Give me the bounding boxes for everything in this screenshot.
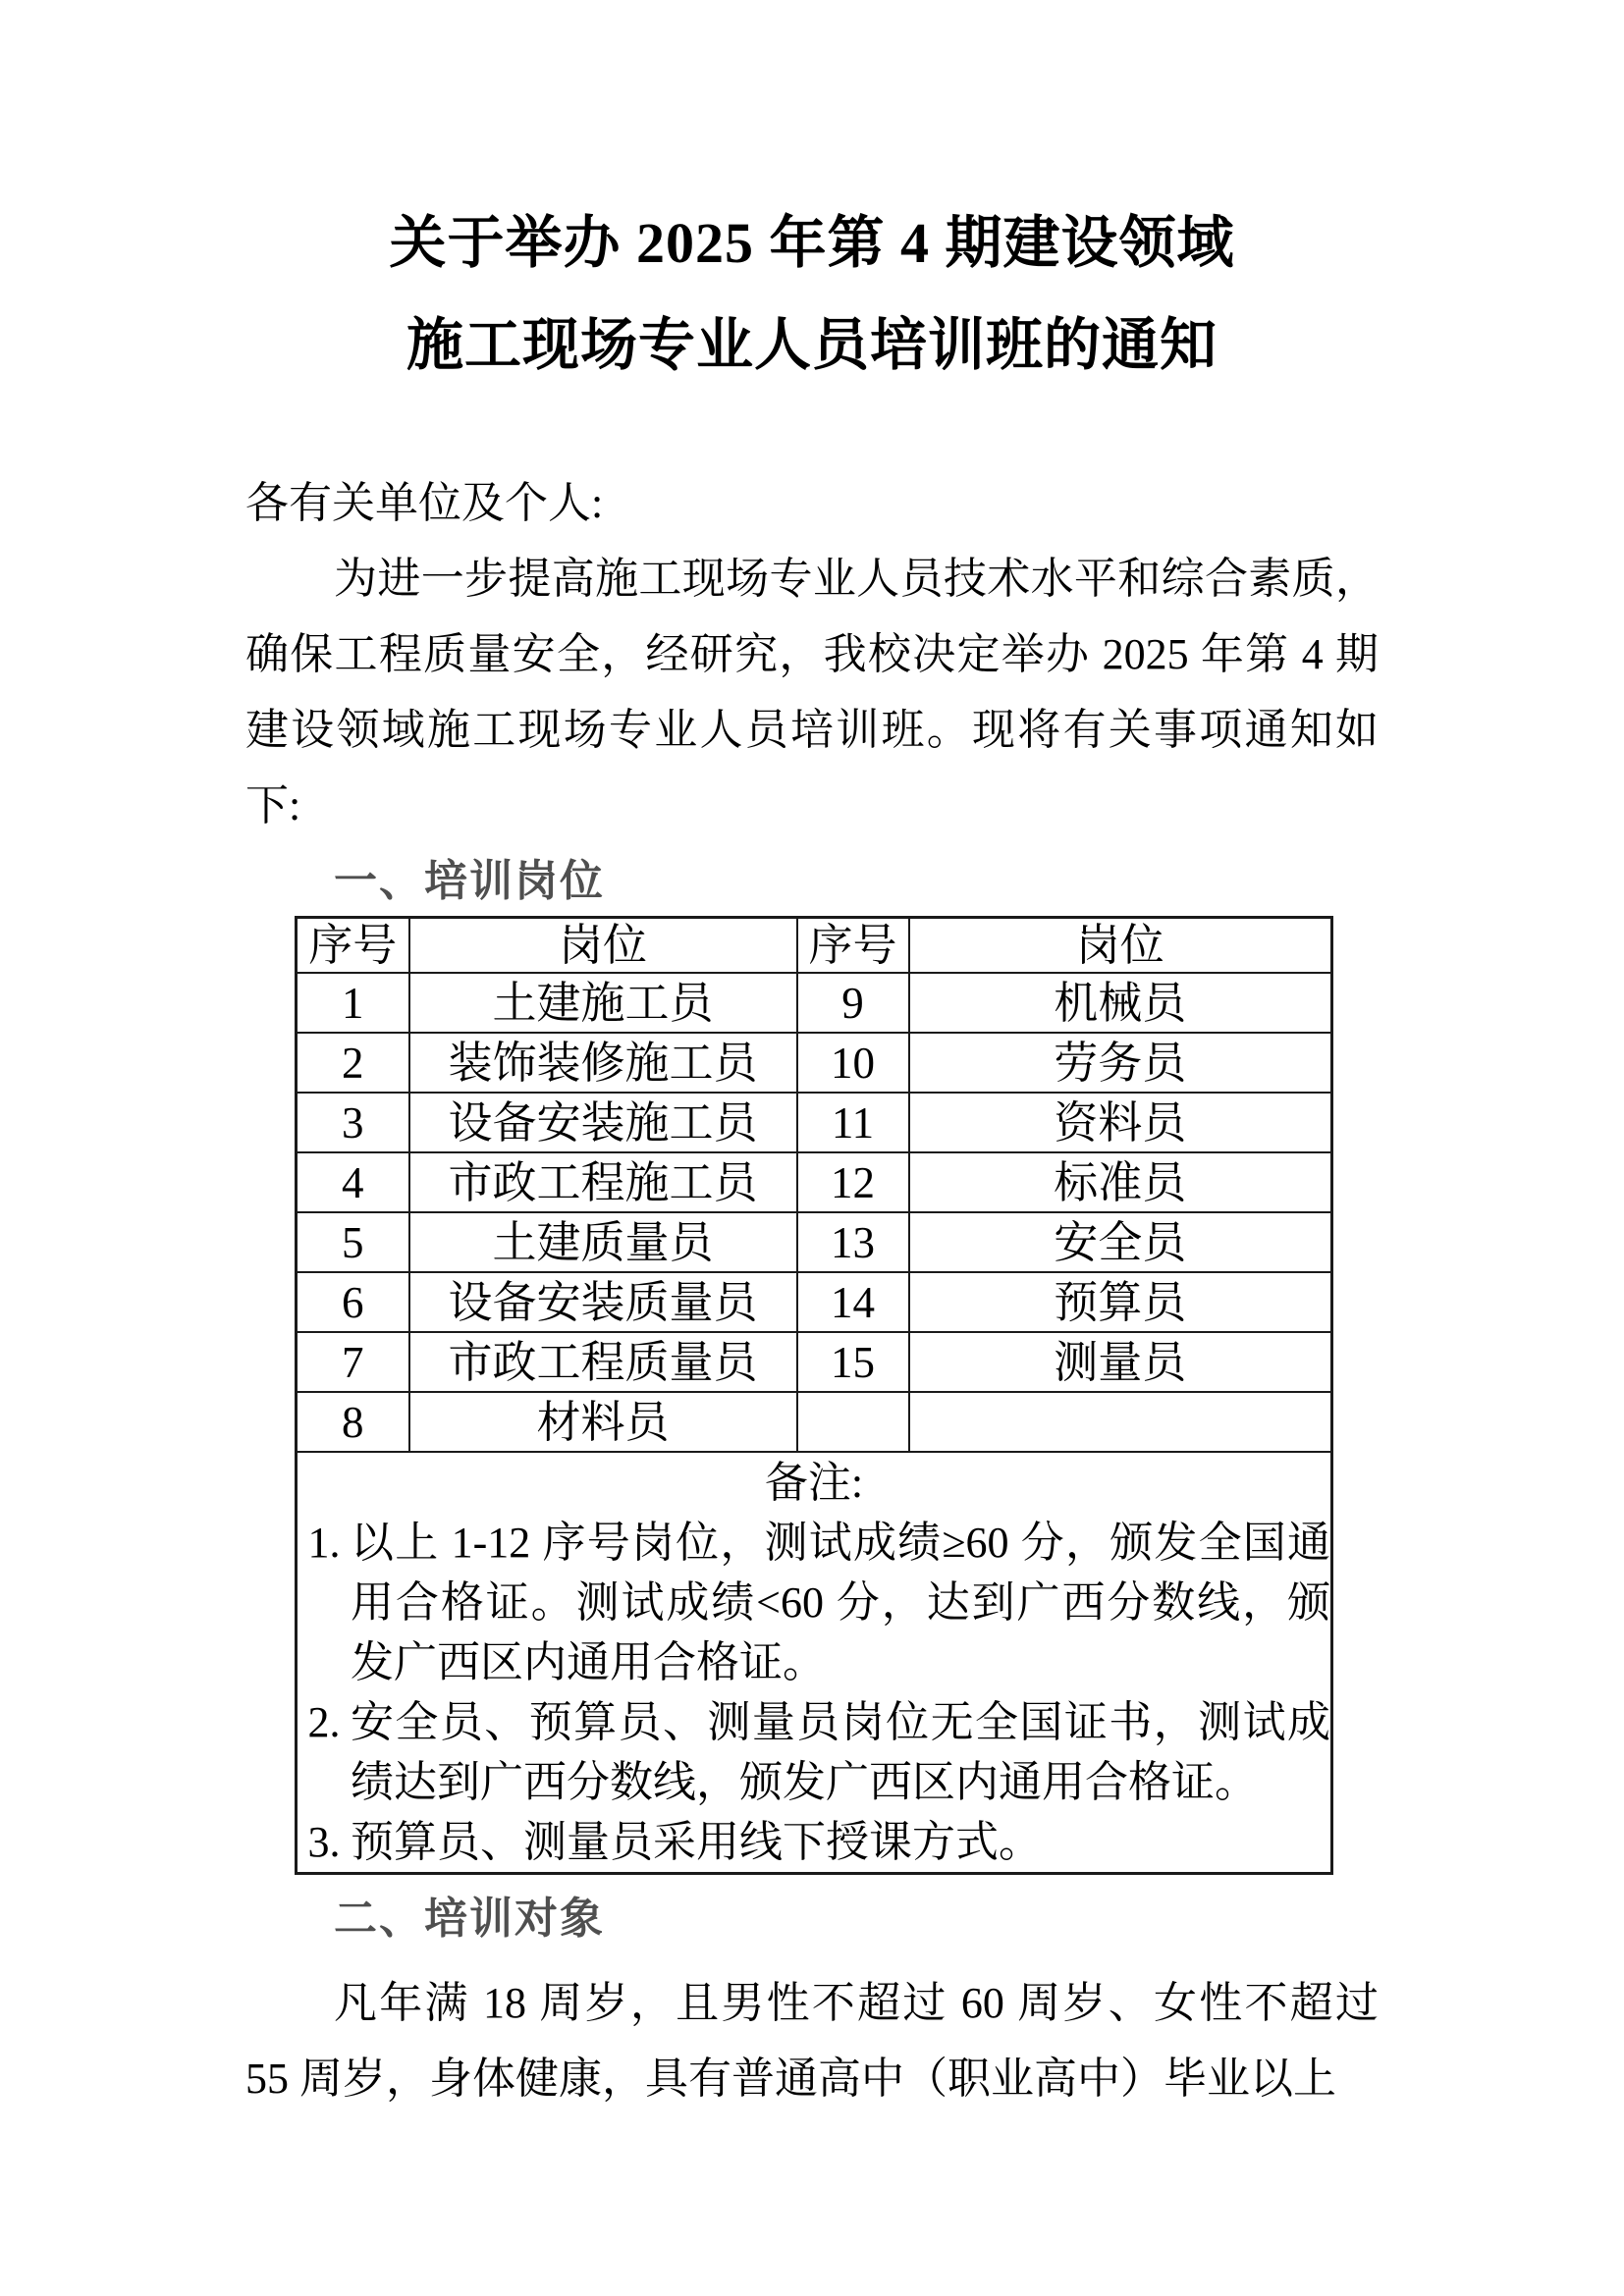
col-header-position-right: 岗位 <box>909 918 1332 974</box>
position-cell: 机械员 <box>909 973 1332 1033</box>
table-row <box>297 1332 1332 1392</box>
position-cell: 设备安装施工员 <box>409 1093 797 1152</box>
seq-cell: 14 <box>797 1272 909 1332</box>
salutation: 各有关单位及个人: <box>245 479 604 527</box>
seq-cell: 3 <box>297 1093 409 1152</box>
seq-cell: 7 <box>297 1332 409 1392</box>
table-row <box>297 1392 1332 1452</box>
position-cell: 材料员 <box>409 1392 797 1452</box>
title-line-2: 施工现场专业人员培训班的通知 <box>406 313 1218 377</box>
title-line-1: 关于举办 2025 年第 4 期建设领域 <box>389 211 1235 275</box>
seq-cell: 13 <box>797 1212 909 1272</box>
section-2-heading: 二、培训对象 <box>334 1895 605 1943</box>
seq-cell: 8 <box>297 1392 409 1452</box>
note-number: 2. <box>307 1698 341 1746</box>
seq-cell: 1 <box>297 973 409 1033</box>
position-cell: 土建施工员 <box>409 973 797 1033</box>
document-title <box>0 0 1624 397</box>
position-cell: 设备安装质量员 <box>409 1272 797 1332</box>
notes-label: 备注: <box>764 1459 864 1507</box>
document-body <box>0 465 1624 2116</box>
position-cell: 装饰装修施工员 <box>409 1033 797 1093</box>
position-cell <box>909 1392 1332 1452</box>
position-cell: 资料员 <box>909 1093 1332 1152</box>
audience-paragraph: 凡年满 18 周岁，且男性不超过 60 周岁、女性不超过 55 周岁，身体健康，具有普通高中（职业高中）毕业以上 <box>245 1979 1379 2103</box>
note-item-1 <box>298 1513 1330 1692</box>
position-cell: 测量员 <box>909 1332 1332 1392</box>
seq-cell: 5 <box>297 1212 409 1272</box>
training-positions-table <box>295 916 1333 1875</box>
seq-cell: 15 <box>797 1332 909 1392</box>
table-header-row <box>297 918 1332 974</box>
intro-paragraph: 为进一步提高施工现场专业人员技术水平和综合素质，确保工程质量安全，经研究，我校决定举办 2025 年第 4 期建设领域施工现场专业人员培训班。现将有关事项通知如下: <box>245 555 1379 829</box>
seq-cell: 12 <box>797 1152 909 1212</box>
position-cell: 安全员 <box>909 1212 1332 1272</box>
seq-cell: 9 <box>797 973 909 1033</box>
table-row <box>297 973 1332 1033</box>
seq-cell: 6 <box>297 1272 409 1332</box>
note-text: 以上 1-12 序号岗位，测试成绩≥60 分，颁发全国通用合格证。测试成绩<60 分，达到广西分数线，颁发广西区内通用合格证。 <box>351 1519 1330 1686</box>
notes-row <box>297 1452 1332 1874</box>
note-text: 预算员、测量员采用线下授课方式。 <box>351 1818 1042 1866</box>
seq-cell: 11 <box>797 1093 909 1152</box>
table-row <box>297 1152 1332 1212</box>
note-number: 3. <box>307 1818 341 1866</box>
seq-cell <box>797 1392 909 1452</box>
table-row <box>297 1272 1332 1332</box>
position-cell: 预算员 <box>909 1272 1332 1332</box>
position-cell: 市政工程施工员 <box>409 1152 797 1212</box>
col-header-seq-left: 序号 <box>297 918 409 974</box>
table-row <box>297 1093 1332 1152</box>
note-number: 1. <box>307 1519 341 1567</box>
table-row <box>297 1212 1332 1272</box>
note-text: 安全员、预算员、测量员岗位无全国证书，测试成绩达到广西分数线，颁发广西区内通用合格证。 <box>351 1698 1330 1806</box>
table-row <box>297 1033 1332 1093</box>
note-item-2 <box>298 1692 1330 1812</box>
seq-cell: 4 <box>297 1152 409 1212</box>
section-1-heading: 一、培训岗位 <box>334 857 605 905</box>
seq-cell: 10 <box>797 1033 909 1093</box>
col-header-seq-right: 序号 <box>797 918 909 974</box>
position-cell: 市政工程质量员 <box>409 1332 797 1392</box>
col-header-position-left: 岗位 <box>409 918 797 974</box>
notes-cell <box>297 1452 1332 1874</box>
position-cell: 土建质量员 <box>409 1212 797 1272</box>
position-cell: 标准员 <box>909 1152 1332 1212</box>
position-cell: 劳务员 <box>909 1033 1332 1093</box>
note-item-3 <box>298 1812 1330 1872</box>
seq-cell: 2 <box>297 1033 409 1093</box>
